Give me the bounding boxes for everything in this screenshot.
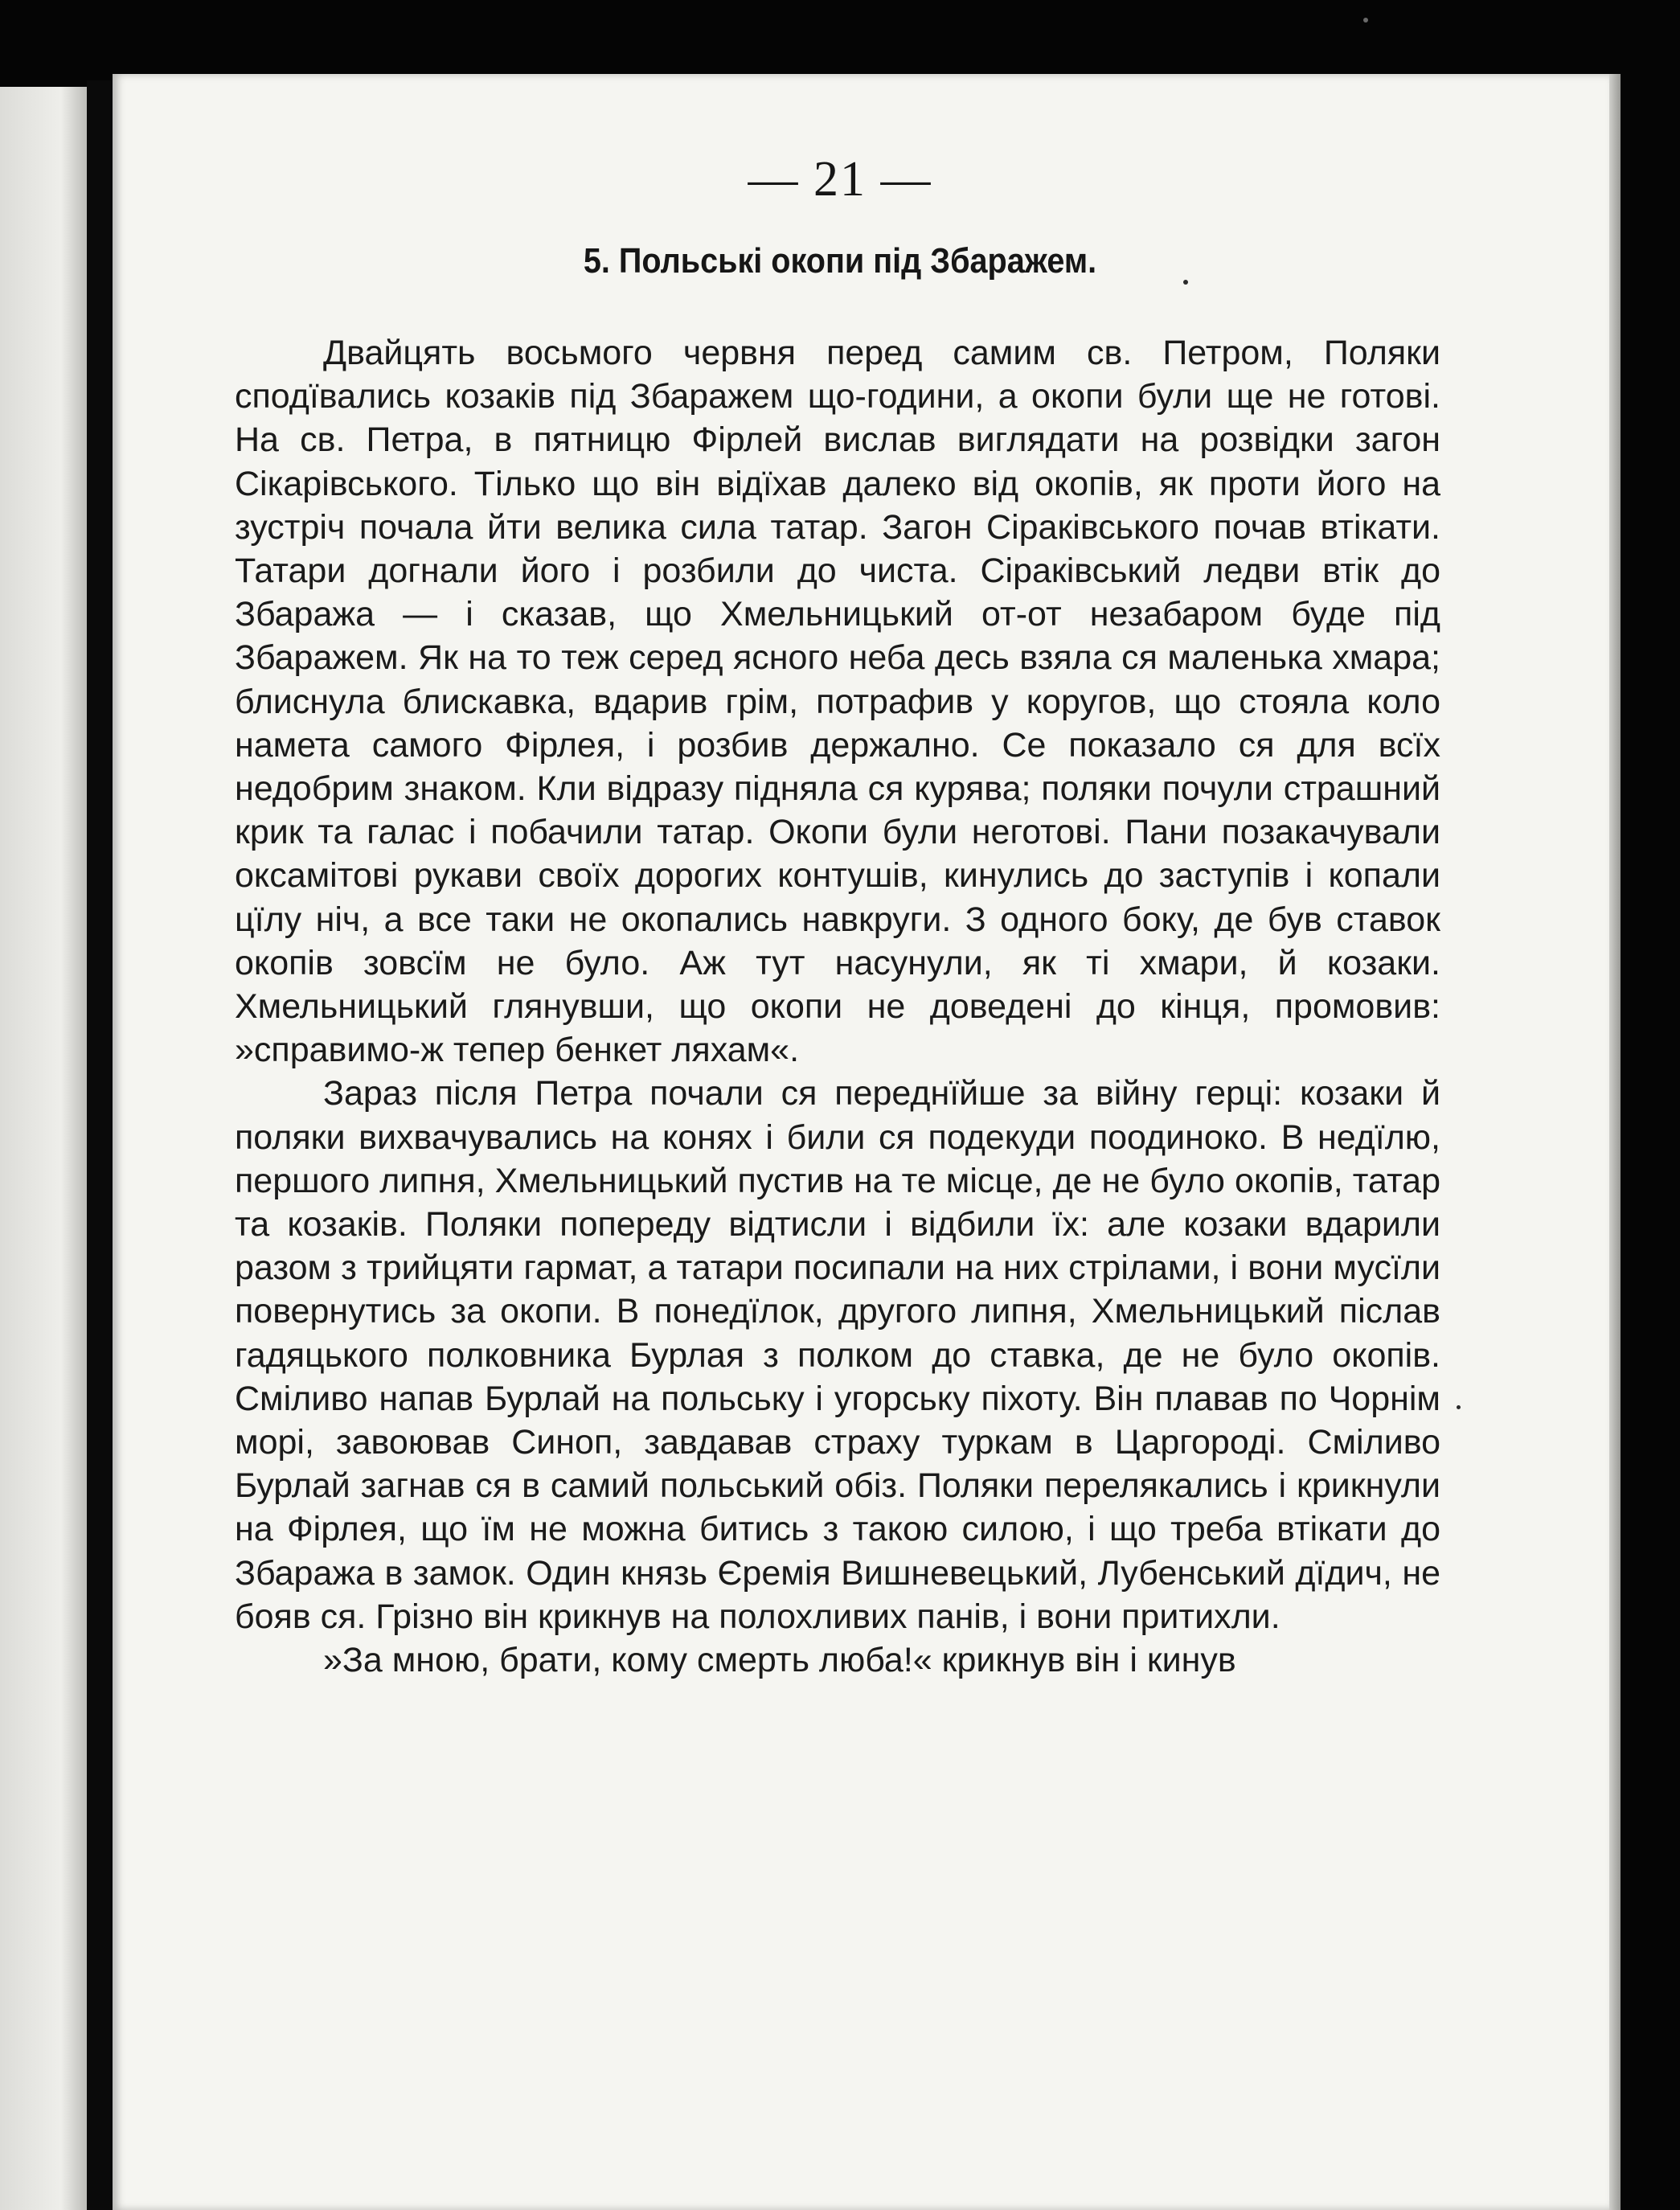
scan-speck [1363, 18, 1368, 23]
chapter-title: 5. Польські окопи під Збаражем. [583, 241, 1097, 281]
page-number: — 21 — [748, 152, 932, 207]
scan-speck [1183, 280, 1188, 285]
scan-speck [1457, 1405, 1461, 1409]
paragraph-1: Двайцять восьмого червня перед самим св. Петром, Поляки сподївались козаків під Збаражем що-години, а окопи були ще не готові. На св. Петра, в пятницю Фірлей вислав виглядати на розвідки загон Сікарівського. Тілько що він відїхав далеко від окопів, як проти його на зустріч почала йти велика сила татар. Загон Сіраківського почав втікати. Татари догнали його і розбили до чиста. Сіраківський ледви втік до Збаража — і сказав, що Хмельницький от-от незабаром буде під Збаражем. Як на то теж серед ясного неба десь взяла ся маленька хмара; блиснула блискавка, вдарив грім, потрафив у коругов, що стояла коло намета самого Фірлея, і розбив держално. Се показало ся для всїх недобрим знаком. Кли відразу підняла ся курява; поляки почули страшний крик та галас і побачили татар. Окопи були неготові. Пани позакачували оксамітові рукави своїх дорогих контушів, кинулись до заступів і копали цїлу ніч, а все таки не окопались навкруги. З одного боку, де був ставок окопів зовсїм не було. Аж тут насунули, як ті хмари, й козаки. Хмельницький глянувши, що окопи не доведені до кінця, промовив: »справимо-ж тепер бенкет ляхам«. [235, 334, 1440, 1070]
body-text [235, 331, 1440, 1682]
page-right-edge [1609, 74, 1621, 2210]
binding-gutter [87, 80, 114, 2210]
previous-page-edge [0, 87, 87, 2210]
paragraph-3: »За мною, брати, кому смерть люба!« крикнув він і кинув [323, 1641, 1236, 1680]
paragraph-2: Зараз після Петра почали ся переднїйше за війну герці: козаки й поляки вихвачувались на конях і били ся подекуди поодиноко. В недїлю, першого липня, Хмельницький пустив на те місце, де не було окопів, татар та козаків. Поляки попереду відтисли і відбили їх: але козаки вдарили разом з трийцяти гармат, а татари посипали на них стрілами, і вони мусїли повернутись за окопи. В понедїлок, другого липня, Хмельницький післав гадяцького полковника Бурлая з полком до ставка, де не було окопів. Сміливо напав Бурлай на польську і угорську піхоту. Він плавав по Чорнім морі, завоював Синоп, завдавав страху туркам в Царгороді. Сміливо Бурлай загнав ся в самий польський обіз. Поляки перелякались і крикнули на Фірлея, що їм не можна битись з такою силою, і що треба втікати до Збаража в замок. Один князь Єремія Вишневецький, Лубенський дїдич, не бояв ся. Грізно він крикнув на полохливих панів, і вони притихли. [235, 1074, 1440, 1636]
